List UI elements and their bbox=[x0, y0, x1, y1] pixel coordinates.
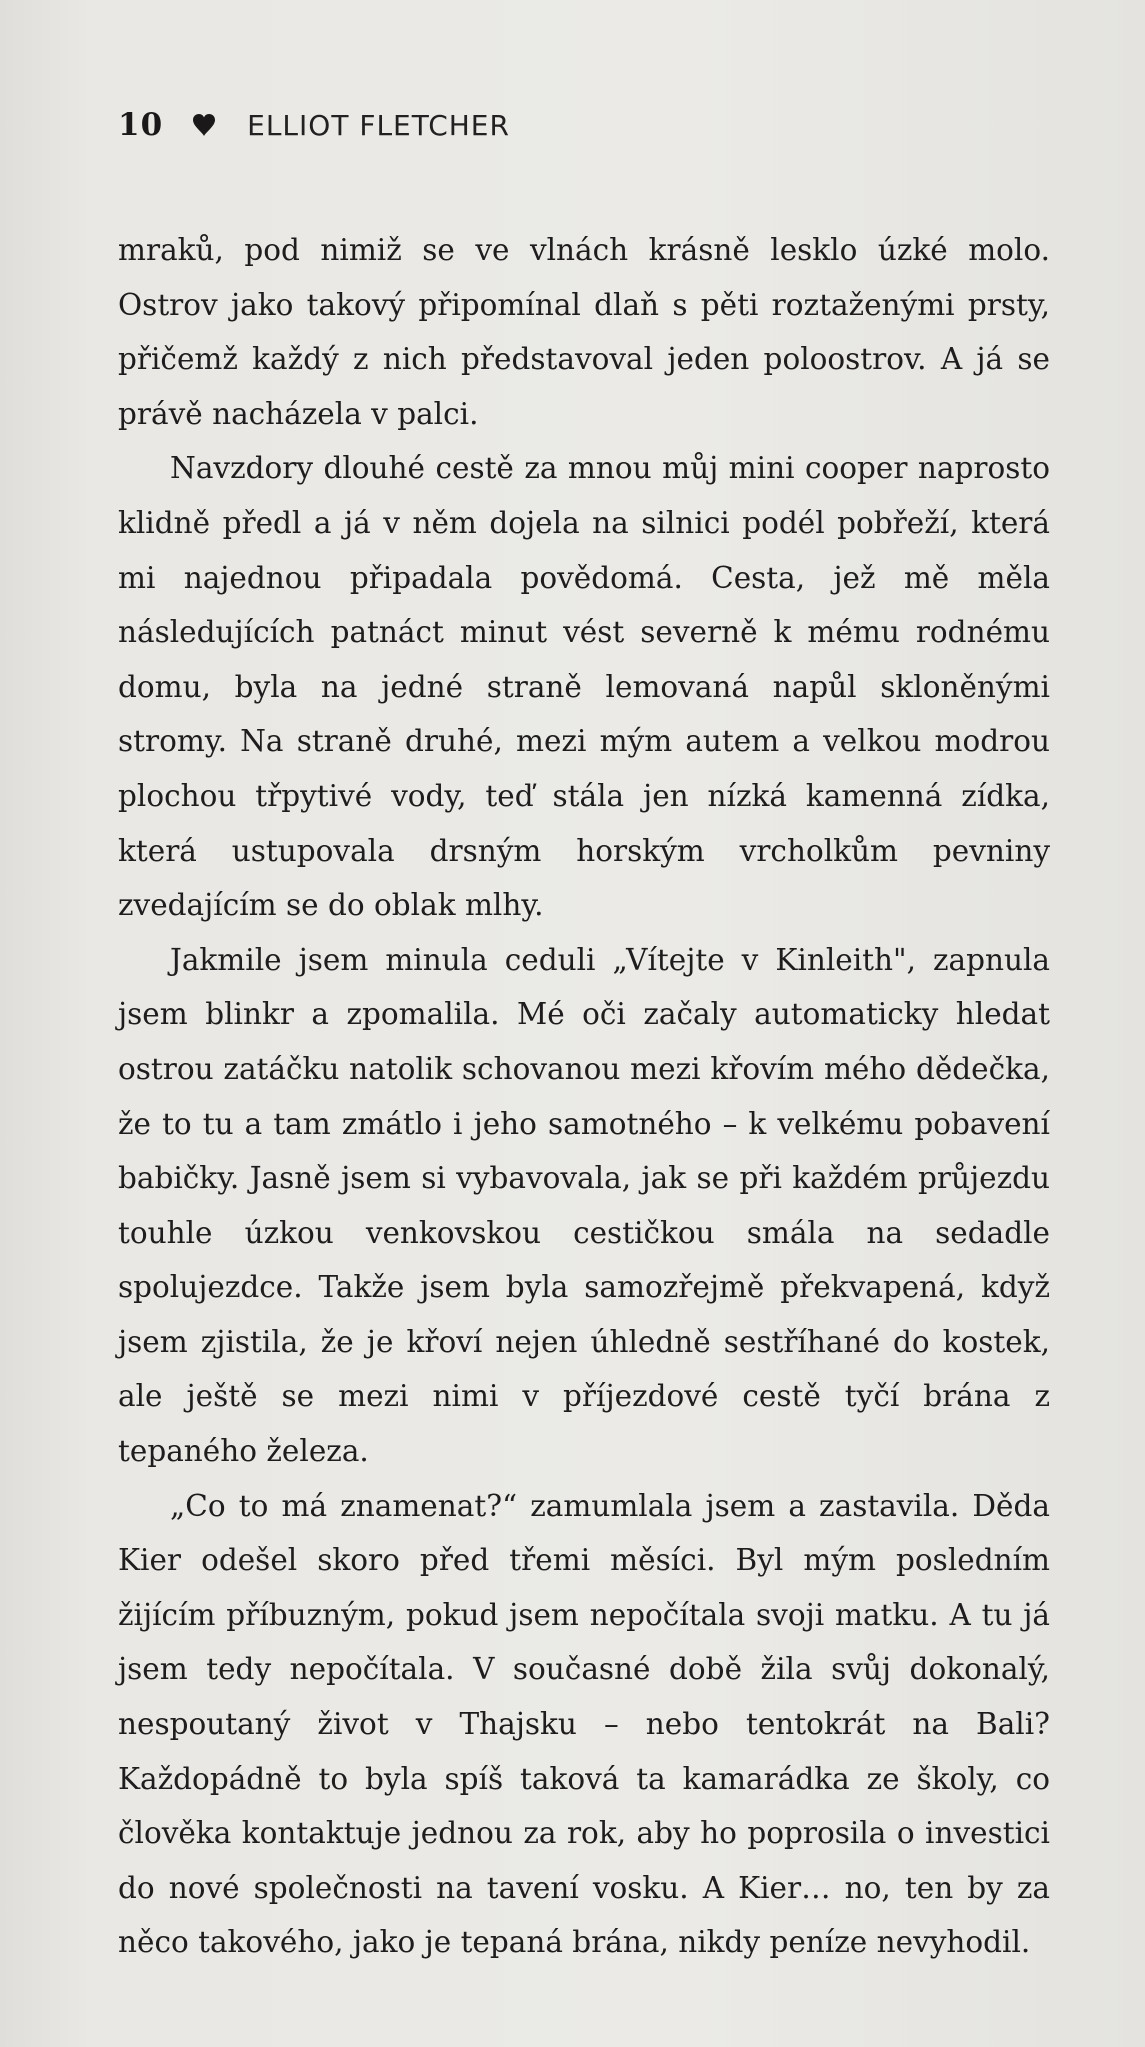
running-head bbox=[118, 100, 510, 150]
paragraph: Jakmile jsem minula ceduli „Vítejte v Kinleith", zapnula jsem blinkr a zpomalila. Mé oči začaly automaticky hledat ostrou zatáčku natolik schovanou mezi křovím mého dědečka, že to tu a tam zmátlo i jeho samotného – k velkému pobavení babičky. Jasně jsem si vybavovala, jak se při každém průjezdu touhle úzkou venkovskou cestičkou smála na sedadle spolujezdce. Takže jsem byla samozřejmě překvapená, když jsem zjistila, že je křoví nejen úhledně sestříhané do kostek, ale ještě se mezi nimi v příjezdové cestě tyčí brána z tepaného železa. bbox=[118, 942, 1050, 1469]
author-name: ELLIOT FLETCHER bbox=[247, 108, 510, 142]
paragraph: Navzdory dlouhé cestě za mnou můj mini cooper naprosto klidně předl a já v něm dojela na silnici podél pobřeží, která mi najednou připadala povědomá. Cesta, jež mě měla následujících patnáct minut vést severně k mému rodnému domu, byla na jedné straně lemovaná napůl skloněnými stromy. Na straně druhé, mezi mým autem a velkou modrou plochou třpytivé vody, teď stála jen nízká kamenná zídka, která ustupovala drsným horským vrcholkům pevniny zvedajícím se do oblak mlhy. bbox=[118, 451, 1050, 923]
paragraph: mraků, pod nimiž se ve vlnách krásně lesklo úzké molo. Ostrov jako takový připomínal dlaň s pěti roztaženými prsty, přičemž každý z nich představoval jeden poloostrov. A já se právě nacházela v palci. bbox=[118, 233, 1050, 431]
paragraph: „Co to má znamenat?“ zamumlala jsem a zastavila. Děda Kier odešel skoro před třemi měsíci. Byl mým posledním žijícím příbuzným, pokud jsem nepočítala svoji matku. A tu já jsem tedy nepočítala. V současné době žila svůj dokonalý, nespoutaný život v Thajsku – nebo tentokrát na Bali? Každopádně to byla spíš taková ta kamarádka ze školy, co člověka kontaktuje jednou za rok, aby ho poprosila o investici do nové společnosti na tavení vosku. A Kier… no, ten by za něco takového, jako je tepaná brána, nikdy peníze nevyhodil. bbox=[118, 1488, 1050, 1960]
body-text bbox=[118, 223, 1050, 1970]
page-number: 10 bbox=[118, 107, 164, 143]
heart-icon bbox=[191, 112, 217, 138]
